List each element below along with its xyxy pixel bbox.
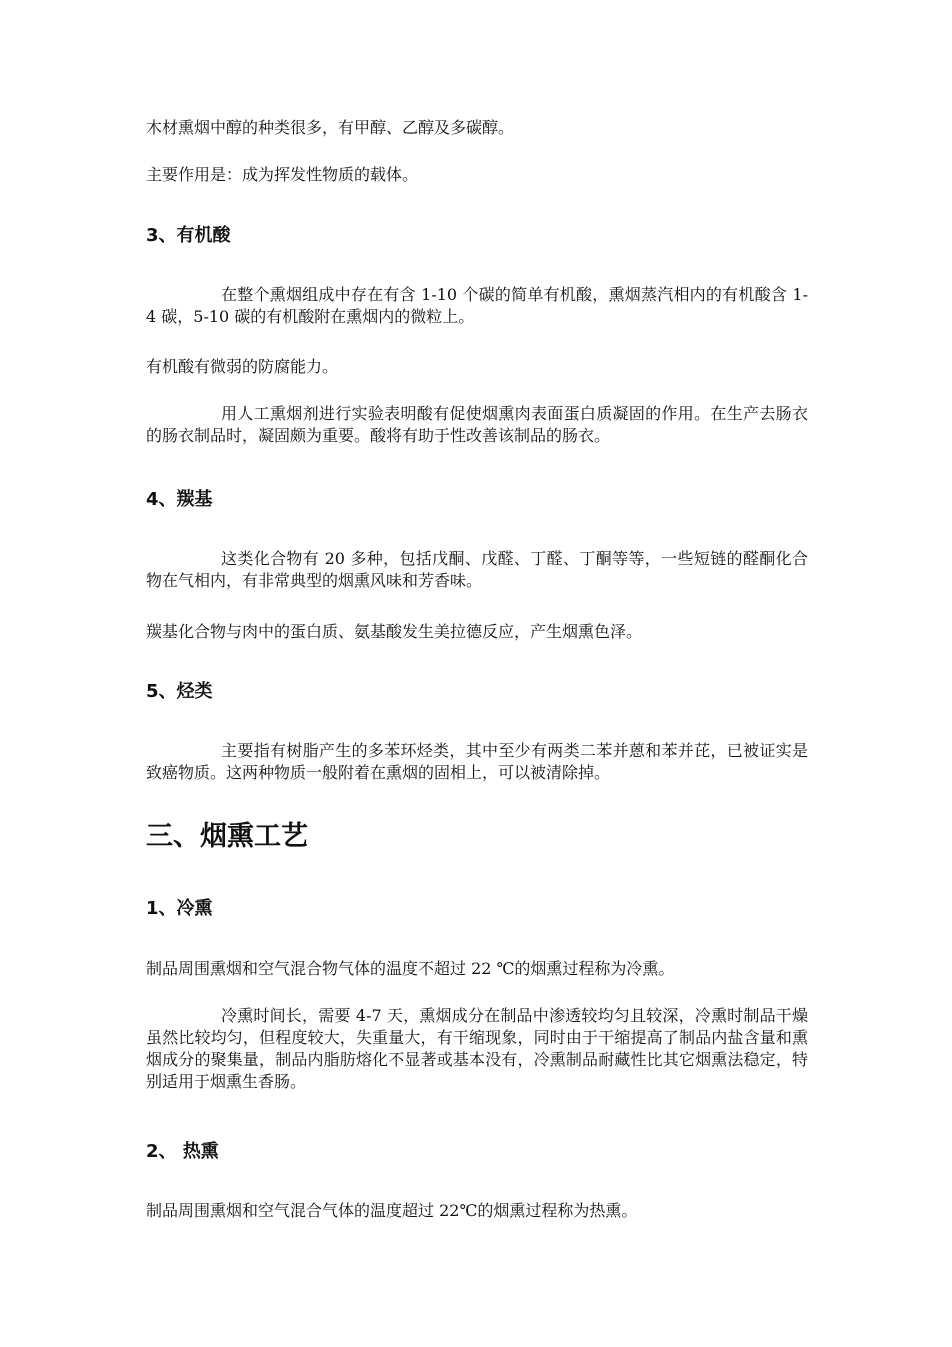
- heading-smoking-process: 三、烟熏工艺: [146, 821, 308, 852]
- paragraph-alcohol-types: 木材熏烟中醇的种类很多，有甲醇、乙醇及多碳醇。: [146, 118, 515, 137]
- paragraph-cold-smoking-details: 冷熏时间长，需要 4-7 天，熏烟成分在制品中渗透较均匀且较深，冷熏时制品干燥虽然比较均匀，但程度较大，失重量大，有干缩现象，同时由于干缩提高了制品内盐含量和熏烟成分的聚集量，制品内脂肪熔化不显著或基本没有，冷熏制品耐藏性比其它烟熏法稳定，特别适用于烟熏生香肠。: [146, 1006, 808, 1091]
- paragraph-cold-smoking-definition: 制品周围熏烟和空气混合物气体的温度不超过 22 ℃的烟熏过程称为冷熏。: [146, 959, 675, 978]
- paragraph-hydrocarbon-carcinogen: 主要指有树脂产生的多苯环烃类，其中至少有两类二苯并蒽和苯并芘，已被证实是致癌物质。这两种物质一般附着在熏烟的固相上，可以被清除掉。: [146, 741, 808, 782]
- heading-hydrocarbon: 5、烃类: [146, 681, 213, 702]
- heading-organic-acid: 3、有机酸: [146, 225, 231, 246]
- heading-carbonyl: 4、羰基: [146, 489, 213, 510]
- paragraph-organic-acid-coagulation: 用人工熏烟剂进行实验表明酸有促使烟熏肉表面蛋白质凝固的作用。在生产去肠衣的肠衣制品时，凝固颇为重要。酸将有助于性改善该制品的肠衣。: [146, 404, 808, 445]
- paragraph-hot-smoking-definition: 制品周围熏烟和空气混合气体的温度超过 22℃的烟熏过程称为热熏。: [146, 1201, 638, 1220]
- heading-hot-smoking: 2、 热熏: [146, 1141, 219, 1162]
- paragraph-alcohol-role: 主要作用是：成为挥发性物质的载体。: [146, 165, 419, 184]
- heading-cold-smoking: 1、冷熏: [146, 898, 213, 919]
- paragraph-carbonyl-compounds: 这类化合物有 20 多种，包括戊酮、戊醛、丁醛、丁酮等等，一些短链的醛酮化合物在气相内，有非常典型的烟熏风味和芳香味。: [146, 549, 808, 590]
- paragraph-organic-acid-preservative: 有机酸有微弱的防腐能力。: [146, 357, 339, 376]
- paragraph-organic-acid-composition: 在整个熏烟组成中存在有含 1-10 个碳的简单有机酸，熏烟蒸汽相内的有机酸含 1-4 碳，5-10 碳的有机酸附在熏烟内的微粒上。: [146, 285, 808, 326]
- paragraph-carbonyl-maillard: 羰基化合物与肉中的蛋白质、氨基酸发生美拉德反应，产生烟熏色泽。: [146, 622, 643, 641]
